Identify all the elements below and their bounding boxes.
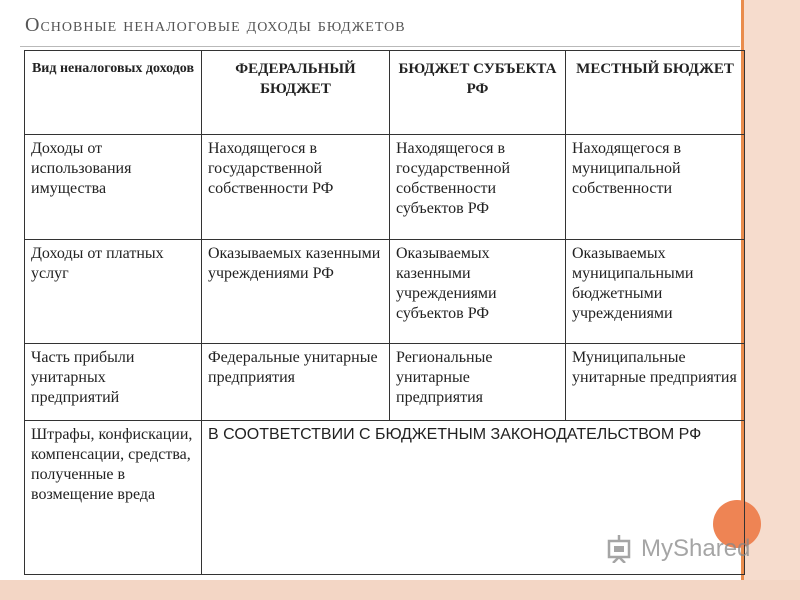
row-label: Штрафы, конфискации, компенсации, средства, полученные в возмещение вреда bbox=[25, 421, 202, 575]
row-label: Доходы от использования имущества bbox=[25, 135, 202, 240]
watermark-text: MyShared bbox=[641, 535, 751, 562]
table-header-row bbox=[25, 51, 745, 135]
watermark bbox=[606, 535, 750, 563]
table-cell: Оказываемых муниципальными бюджетными учреждениями bbox=[566, 240, 745, 344]
income-table bbox=[24, 50, 745, 575]
table-cell: Оказываемых казенными учреждениями РФ bbox=[202, 240, 390, 344]
table-cell: Находящегося в муниципальной собственности bbox=[566, 135, 745, 240]
row-label: Часть прибыли унитарных предприятий bbox=[25, 344, 202, 421]
column-header-type: Вид неналоговых доходов bbox=[25, 51, 202, 135]
table-cell: Оказываемых казенными учреждениями субъектов РФ bbox=[390, 240, 566, 344]
column-header-regional: БЮДЖЕТ СУБЪЕКТА РФ bbox=[390, 51, 566, 135]
column-header-federal: ФЕДЕРАЛЬНЫЙ БЮДЖЕТ bbox=[202, 51, 390, 135]
row-label: Доходы от платных услуг bbox=[25, 240, 202, 344]
table-cell: Находящегося в государственной собственности субъектов РФ bbox=[390, 135, 566, 240]
table-cell: Региональные унитарные предприятия bbox=[390, 344, 566, 421]
page-title: Основные неналоговые доходы бюджетов bbox=[25, 14, 406, 36]
table-cell: Федеральные унитарные предприятия bbox=[202, 344, 390, 421]
table-cell: Муниципальные унитарные предприятия bbox=[566, 344, 745, 421]
table-row bbox=[25, 135, 745, 240]
bottom-decor-band bbox=[0, 580, 800, 600]
table-row bbox=[25, 240, 745, 344]
title-divider bbox=[20, 46, 740, 47]
table-row bbox=[25, 344, 745, 421]
column-header-local: МЕСТНЫЙ БЮДЖЕТ bbox=[566, 51, 745, 135]
table-cell: Находящегося в государственной собственности РФ bbox=[202, 135, 390, 240]
merged-cell: В СООТВЕТСТВИИ С БЮДЖЕТНЫМ ЗАКОНОДАТЕЛЬСТВОМ РФ bbox=[202, 421, 745, 575]
myshared-logo-icon bbox=[606, 535, 636, 563]
